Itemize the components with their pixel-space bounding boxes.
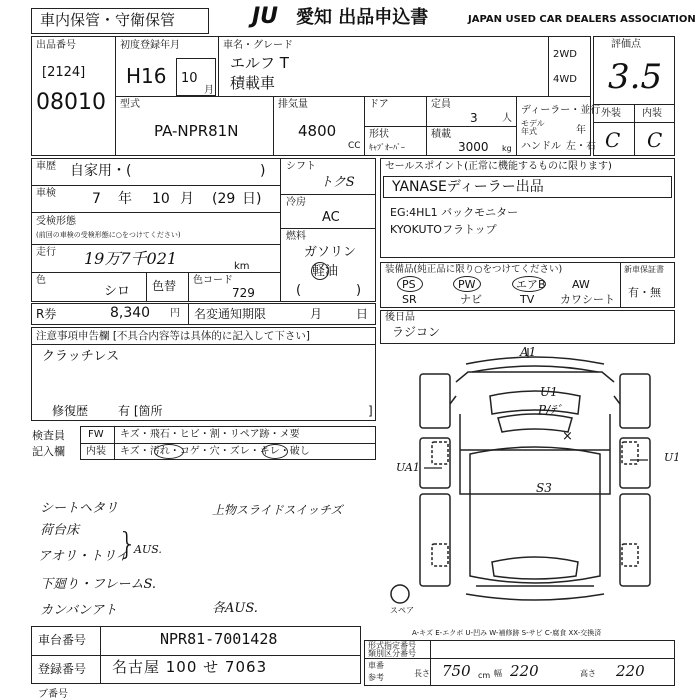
equip-navi: ナビ xyxy=(460,293,482,306)
recycle-unit: 円 xyxy=(170,308,180,319)
handnote-3: アオリ・トリイ xyxy=(38,549,129,564)
exterior-score: C xyxy=(605,128,621,152)
plate-label: 登録番号 xyxy=(38,662,87,676)
interior-score: C xyxy=(647,128,663,152)
chassis-label: 車台番号 xyxy=(38,633,87,647)
model-year-label: モデル年式 xyxy=(521,119,545,136)
dims-label-1: 形式指定番号 xyxy=(368,641,416,650)
selling-boxed-text: YANASEディーラー出品 xyxy=(392,179,544,195)
load-label: 積載 xyxy=(431,129,451,140)
diagram-legend: A-キズ E-エクボ U-凹み W-補修跡 S-サビ C-腐食 XX-交換済 xyxy=(412,629,602,637)
handnote-1: シートヘタリ xyxy=(40,501,119,516)
repair-label: 修復歴 xyxy=(52,404,89,418)
recycle-value: 8,340 xyxy=(110,305,151,321)
car-name-label: 車名・グレード xyxy=(223,40,293,51)
recycle-label: R券 xyxy=(36,307,57,321)
first-reg-label: 初度登録年月 xyxy=(120,40,180,51)
capacity-label: 定員 xyxy=(431,99,451,110)
inspection-label: 車検 xyxy=(36,188,56,199)
model-value: PA-NPR81N xyxy=(154,122,239,140)
selling-line-1: EG:4HL1 バックモニター xyxy=(390,206,519,219)
evaluation-label: 評価点 xyxy=(611,39,641,50)
damage-diagram xyxy=(380,344,680,624)
footer-label: ブ番号 xyxy=(38,689,68,700)
plate-value: 名古屋 100 せ 7063 xyxy=(112,658,268,676)
selling-line-2: KYOKUTOフラトップ xyxy=(390,223,497,236)
diagram-x: × xyxy=(562,429,573,444)
aftermarket-label: 後日品 xyxy=(385,312,415,323)
inspection-day: (29 xyxy=(212,191,236,207)
inspection-day-close: 日) xyxy=(242,191,262,207)
checker-label-1: 検査員 xyxy=(32,429,65,442)
handle-label: ハンドル xyxy=(521,141,561,152)
fuel-open: ( xyxy=(296,283,302,298)
diagram-spare: スペア xyxy=(390,606,414,615)
dims-note-label: 参考 xyxy=(368,673,384,682)
dims-height: 220 xyxy=(616,662,645,680)
dims-length-label: 長さ xyxy=(414,669,430,678)
car-name: エルフ T xyxy=(230,54,289,72)
inspection-year: 7 xyxy=(92,191,101,207)
dims-car-number-label: 車番 xyxy=(368,661,384,670)
history-close: ) xyxy=(260,163,266,179)
checker-fw: FW xyxy=(88,429,104,440)
mileage-unit: km xyxy=(234,261,250,272)
notes-label: 注意事項申告欄 [不具合内容等は具体的に記入して下さい] xyxy=(36,330,311,342)
notice-label: 名変通知期限 xyxy=(194,307,267,321)
car-grade: 積載車 xyxy=(230,74,276,92)
received-sub: (前回の車検の受検形態に○をつけてください) xyxy=(36,231,181,239)
ju-logo: JU xyxy=(252,4,279,29)
equip-pw: PW xyxy=(458,278,476,291)
equip-aw: AW xyxy=(572,278,590,291)
handnote-1b: 上物スライドスイッチズ xyxy=(212,503,343,517)
diagram-ua-right: U1 xyxy=(664,451,681,464)
ac-value: AC xyxy=(322,210,340,225)
equip-airbag: エアB xyxy=(516,278,546,291)
handnote-5: カンバンアト xyxy=(40,603,118,618)
dims-length: 750 xyxy=(442,662,471,680)
equipment-label: 装備品(純正品に限り○をつけてください) xyxy=(385,264,563,275)
equip-circle-ps xyxy=(397,276,423,292)
repair-close: ] xyxy=(368,404,373,418)
handnote-4: 下廻り・フレームS. xyxy=(40,577,157,592)
notice-day: 日 xyxy=(356,307,369,321)
color-label: 色 xyxy=(36,275,46,286)
model-year-unit: 年 xyxy=(576,125,586,136)
notes-value: クラッチレス xyxy=(42,349,120,364)
handnote-3b: AUS. xyxy=(134,543,162,556)
storage-label: 車内保管・守衛保管 xyxy=(40,11,176,29)
inspection-month: 10 xyxy=(152,191,170,207)
drive-2wd: 2WD xyxy=(553,49,577,60)
repair-value: 有 [箇所 xyxy=(118,404,163,418)
load-value: 3000 xyxy=(458,140,489,154)
door-shape-label: 形状 xyxy=(369,129,389,140)
equip-leather: カワシート xyxy=(560,293,615,306)
shift-value: トクS xyxy=(320,175,355,190)
dims-height-label: 高さ xyxy=(580,669,596,678)
capacity-value: 3 xyxy=(470,111,478,125)
dims-width-label: 幅 xyxy=(494,669,502,678)
handle-value: 左・右 xyxy=(566,141,596,152)
checker-fw-items: キズ・飛石・ヒビ・割・リペア跡・メ要 xyxy=(120,429,300,440)
handnote-2: 荷台床 xyxy=(40,523,80,538)
warranty-value: 有・無 xyxy=(628,286,661,299)
interior-label: 内装 xyxy=(642,108,662,119)
history-value: 自家用・( xyxy=(70,163,132,179)
inspection-year-unit: 年 xyxy=(118,191,132,207)
model-label: 型式 xyxy=(120,99,140,110)
color-code-label: 色コード xyxy=(193,275,233,286)
checker-interior: 内装 xyxy=(86,446,106,457)
displacement-value: 4800 xyxy=(298,122,337,140)
diagram-pidi: P/ﾃﾞ xyxy=(538,403,563,417)
org-title: 愛知 出品申込書 xyxy=(296,7,429,28)
lot-number: 08010 xyxy=(36,90,106,115)
chassis-value: NPR81-7001428 xyxy=(160,630,278,648)
warranty-label: 新車保証書 xyxy=(624,265,664,274)
org-title-en: JAPAN USED CAR DEALERS ASSOCIATION xyxy=(468,14,696,25)
dims-width: 220 xyxy=(510,662,539,680)
checker-circle-shift xyxy=(262,444,288,459)
diagram-ua-left: UA1 xyxy=(396,461,420,474)
equip-sr: SR xyxy=(402,293,417,306)
checker-circle-dirt xyxy=(154,444,184,459)
equip-circle-airbag xyxy=(512,276,546,292)
history-label: 車歴 xyxy=(36,161,56,172)
first-reg-year: H16 xyxy=(126,64,167,88)
mileage-label: 走行 xyxy=(36,247,56,258)
dims-length-unit: cm xyxy=(478,671,491,680)
diagram-a1: A1 xyxy=(520,345,537,359)
equip-circle-pw xyxy=(453,276,481,292)
displacement-unit: CC xyxy=(348,141,361,151)
fuel-label: 燃料 xyxy=(286,231,306,242)
drive-4wd: 4WD xyxy=(553,74,577,85)
load-unit: kg xyxy=(502,144,512,153)
evaluation-score: 3.5 xyxy=(608,57,663,97)
notice-month: 月 xyxy=(310,307,323,321)
capacity-unit: 人 xyxy=(502,113,512,124)
handnote-brace: } xyxy=(118,527,138,562)
first-reg-month-unit: 月 xyxy=(204,85,214,96)
fuel-alt: 軽油 xyxy=(312,264,339,279)
selling-label: セールスポイント(正常に機能するものに限ります) xyxy=(385,161,612,172)
inspection-month-unit: 月 xyxy=(180,191,194,207)
fuel-close: ) xyxy=(356,283,362,298)
checker-label-2: 記入欄 xyxy=(32,445,65,458)
mileage-value: 19万7千021 xyxy=(84,249,178,268)
door-shape-value: ｷｬﾌﾞｵｰﾊﾞｰ xyxy=(369,143,405,152)
lot-code: [2124] xyxy=(42,65,86,80)
color-change-label: 色替 xyxy=(152,279,177,293)
lot-label: 出品番号 xyxy=(36,40,76,51)
dims-label-2: 類別区分番号 xyxy=(368,649,416,658)
color-code: 729 xyxy=(232,286,255,300)
handnote-5b: 各AUS. xyxy=(212,601,258,616)
exterior-label: 外装 xyxy=(601,108,621,119)
diagram-s3: S3 xyxy=(536,481,552,495)
equip-tv: TV xyxy=(520,293,535,306)
shift-label: シフト xyxy=(286,161,316,172)
received-label: 受検形態 xyxy=(36,216,76,227)
color-value: シロ xyxy=(104,284,131,299)
checker-interior-items: キズ・汚れ・コゲ・穴・ズレ・キレ・破し xyxy=(120,446,310,457)
diagram-u1: U1 xyxy=(540,385,558,399)
dealer-label: ディーラー・並行 xyxy=(521,105,601,116)
equip-ps: PS xyxy=(402,278,416,291)
first-reg-month: 10 xyxy=(181,71,198,86)
ac-label: 冷房 xyxy=(286,197,306,208)
aftermarket-value: ラジコン xyxy=(392,325,441,339)
door-label: ドア xyxy=(369,99,389,110)
displacement-label: 排気量 xyxy=(278,99,308,110)
fuel-value: ガソリン xyxy=(304,245,357,260)
